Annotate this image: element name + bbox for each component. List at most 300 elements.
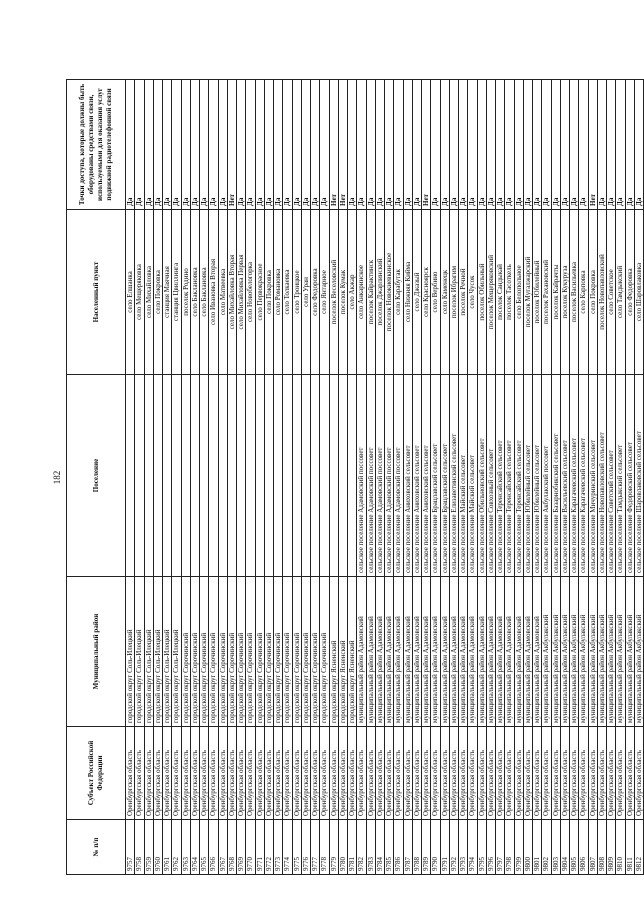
row-settlement xyxy=(283,375,292,577)
row-flag: Да xyxy=(616,80,625,210)
table-row xyxy=(126,80,135,875)
row-district: городской округ Соль-Илецкий xyxy=(144,577,153,727)
row-locality: поселок Кукуруза xyxy=(560,210,569,375)
table-row xyxy=(412,80,421,875)
row-locality: село Толкаевка xyxy=(283,210,292,375)
row-subject: Оренбургская область xyxy=(338,727,347,820)
row-district: городской округ Соль-Илецкий xyxy=(172,577,181,727)
row-subject: Оренбургская область xyxy=(560,727,569,820)
row-district: городской округ Сорочинский xyxy=(283,577,292,727)
row-settlement: сельское поселение Теренсайский сельсовет xyxy=(505,375,514,577)
row-number: 9803 xyxy=(551,820,560,875)
row-locality: село Федоровка xyxy=(311,210,320,375)
row-number: 9759 xyxy=(144,820,153,875)
header-settlement: Поселение xyxy=(67,375,126,577)
row-number: 9787 xyxy=(403,820,412,875)
row-locality: село Первокрасное xyxy=(255,210,264,375)
row-subject: Оренбургская область xyxy=(597,727,606,820)
row-number: 9776 xyxy=(301,820,310,875)
row-settlement xyxy=(218,375,227,577)
row-flag: Да xyxy=(468,80,477,210)
row-number: 9793 xyxy=(459,820,468,875)
row-district: городской округ Сорочинский xyxy=(209,577,218,727)
row-flag: Да xyxy=(579,80,588,210)
table-row xyxy=(505,80,514,875)
table-row xyxy=(607,80,616,875)
row-locality: село Карабутак xyxy=(394,210,403,375)
row-number: 9767 xyxy=(218,820,227,875)
row-settlement xyxy=(255,375,264,577)
row-district: городской округ Сорочинский xyxy=(181,577,190,727)
row-locality: поселок Новопавловский xyxy=(597,210,606,375)
table-row xyxy=(486,80,495,875)
row-subject: Оренбургская область xyxy=(459,727,468,820)
row-flag: Да xyxy=(570,80,579,210)
table-row xyxy=(588,80,597,875)
row-settlement: сельское поселение Адамовский поссовет xyxy=(366,375,375,577)
row-number: 9780 xyxy=(338,820,347,875)
row-number: 9773 xyxy=(274,820,283,875)
row-subject: Оренбургская область xyxy=(523,727,532,820)
row-subject: Оренбургская область xyxy=(237,727,246,820)
row-subject: Оренбургская область xyxy=(181,727,190,820)
row-settlement: сельское поселение Майский сельсовет xyxy=(459,375,468,577)
table-row xyxy=(320,80,329,875)
table-row xyxy=(394,80,403,875)
row-flag: Да xyxy=(505,80,514,210)
row-subject: Оренбургская область xyxy=(357,727,366,820)
row-locality: село Чусок xyxy=(468,210,477,375)
row-settlement: сельское поселение Брацлавский сельсовет xyxy=(431,375,440,577)
row-subject: Оренбургская область xyxy=(301,727,310,820)
table-row xyxy=(597,80,606,875)
row-district: городской округ Соль-Илецкий xyxy=(126,577,135,727)
row-flag: Да xyxy=(394,80,403,210)
row-subject: Оренбургская область xyxy=(486,727,495,820)
row-subject: Оренбургская область xyxy=(514,727,523,820)
row-locality: село Михайловка Вторая xyxy=(227,210,236,375)
row-flag: Да xyxy=(292,80,301,210)
row-flag: Да xyxy=(163,80,172,210)
row-locality: село Новобелогорка xyxy=(246,210,255,375)
table-row xyxy=(570,80,579,875)
row-district: муниципальный район Адамовский xyxy=(385,577,394,727)
table-row xyxy=(496,80,505,875)
row-district: муниципальный район Акбулакский xyxy=(551,577,560,727)
row-subject: Оренбургская область xyxy=(227,727,236,820)
row-settlement xyxy=(126,375,135,577)
row-district: городской округ Соль-Илецкий xyxy=(153,577,162,727)
row-subject: Оренбургская область xyxy=(607,727,616,820)
row-number: 9794 xyxy=(468,820,477,875)
row-locality: поселок Веселовский xyxy=(329,210,338,375)
row-district: городской округ Сорочинский xyxy=(218,577,227,727)
row-settlement xyxy=(329,375,338,577)
table-row xyxy=(459,80,468,875)
row-locality: поселок Рахановский xyxy=(542,210,551,375)
table-row xyxy=(449,80,458,875)
table-row xyxy=(190,80,199,875)
table-row xyxy=(172,80,181,875)
row-flag: Да xyxy=(218,80,227,210)
table-row xyxy=(292,80,301,875)
header-num: № п/п xyxy=(67,820,126,875)
page-number: 182 xyxy=(52,470,62,485)
row-flag: Да xyxy=(607,80,616,210)
row-number: 9808 xyxy=(597,820,606,875)
row-flag: Да xyxy=(477,80,486,210)
row-subject: Оренбургская область xyxy=(163,727,172,820)
row-district: муниципальный район Акбулакский xyxy=(607,577,616,727)
row-district: городской округ Сорочинский xyxy=(237,577,246,727)
table-row xyxy=(237,80,246,875)
row-settlement: сельское поселение Аниховский сельсовет xyxy=(412,375,421,577)
row-locality: село Романовка xyxy=(274,210,283,375)
row-flag: Да xyxy=(255,80,264,210)
row-settlement: сельское поселение Шаровлаковский сельсовет xyxy=(634,375,643,577)
row-district: городской округ Сорочинский xyxy=(264,577,273,727)
row-number: 9806 xyxy=(579,820,588,875)
row-settlement xyxy=(246,375,255,577)
row-subject: Оренбургская область xyxy=(533,727,542,820)
table-row xyxy=(200,80,209,875)
row-subject: Оренбургская область xyxy=(625,727,634,820)
row-number: 9778 xyxy=(320,820,329,875)
row-flag: Нет xyxy=(329,80,338,210)
row-settlement xyxy=(274,375,283,577)
row-subject: Оренбургская область xyxy=(283,727,292,820)
row-district: муниципальный район Акбулакский xyxy=(570,577,579,727)
row-district: муниципальный район Акбулакский xyxy=(616,577,625,727)
row-district: городской округ Сорочинский xyxy=(227,577,236,727)
row-subject: Оренбургская область xyxy=(209,727,218,820)
row-locality: село Михайловка Первая xyxy=(237,210,246,375)
row-district: муниципальный район Акбулакский xyxy=(597,577,606,727)
row-district: муниципальный район Акбулакский xyxy=(625,577,634,727)
row-locality: село Вербино xyxy=(431,210,440,375)
table-row xyxy=(403,80,412,875)
row-subject: Оренбургская область xyxy=(422,727,431,820)
row-district: муниципальный район Акбулакский xyxy=(579,577,588,727)
row-settlement xyxy=(200,375,209,577)
row-number: 9804 xyxy=(560,820,569,875)
row-locality: село Баклановка xyxy=(190,210,199,375)
row-subject: Оренбургская область xyxy=(366,727,375,820)
row-settlement xyxy=(172,375,181,577)
table-row xyxy=(625,80,634,875)
row-settlement: сельское поселение Брацлавский сельсовет xyxy=(440,375,449,577)
header-district: Муниципальный район xyxy=(67,577,126,727)
row-number: 9785 xyxy=(385,820,394,875)
row-number: 9758 xyxy=(135,820,144,875)
row-settlement xyxy=(311,375,320,577)
row-subject: Оренбургская область xyxy=(477,727,486,820)
row-flag: Да xyxy=(597,80,606,210)
row-number: 9774 xyxy=(283,820,292,875)
row-subject: Оренбургская область xyxy=(412,727,421,820)
row-subject: Оренбургская область xyxy=(570,727,579,820)
row-settlement: сельское поселение Теренсайский сельсовет xyxy=(514,375,523,577)
row-settlement: сельское поселение Юбилейный сельсовет xyxy=(523,375,532,577)
row-number: 9781 xyxy=(348,820,357,875)
table-row xyxy=(542,80,551,875)
row-subject: Оренбургская область xyxy=(496,727,505,820)
row-settlement: сельское поселение Карагачевский сельсовет xyxy=(579,375,588,577)
row-flag: Да xyxy=(440,80,449,210)
row-district: муниципальный район Адамовский xyxy=(514,577,523,727)
row-subject: Оренбургская область xyxy=(292,727,301,820)
row-settlement xyxy=(135,375,144,577)
row-flag: Нет xyxy=(227,80,236,210)
row-flag: Да xyxy=(625,80,634,210)
row-number: 9790 xyxy=(431,820,440,875)
row-number: 9769 xyxy=(237,820,246,875)
row-subject: Оренбургская область xyxy=(348,727,357,820)
row-settlement: сельское поселение Майский сельсовет xyxy=(468,375,477,577)
row-flag: Да xyxy=(366,80,375,210)
row-subject: Оренбургская область xyxy=(375,727,384,820)
row-district: городской округ Сорочинский xyxy=(320,577,329,727)
row-settlement: сельское поселение Адамовский поссовет xyxy=(357,375,366,577)
row-number: 9799 xyxy=(514,820,523,875)
row-subject: Оренбургская область xyxy=(579,727,588,820)
row-locality: поселок Кайрактинск xyxy=(366,210,375,375)
table-row xyxy=(468,80,477,875)
row-district: муниципальный район Адамовский xyxy=(403,577,412,727)
row-settlement xyxy=(181,375,190,577)
table-row xyxy=(366,80,375,875)
row-settlement xyxy=(320,375,329,577)
row-subject: Оренбургская область xyxy=(190,727,199,820)
row-flag: Да xyxy=(634,80,643,210)
row-district: муниципальный район Адамовский xyxy=(394,577,403,727)
row-settlement: сельское поселение Обильновский сельсовет xyxy=(477,375,486,577)
row-district: городской округ Сорочинский xyxy=(301,577,310,727)
row-flag: Да xyxy=(486,80,495,210)
table-row xyxy=(422,80,431,875)
row-settlement: сельское поселение Теренсайский сельсовет xyxy=(496,375,505,577)
row-flag: Да xyxy=(403,80,412,210)
table-row xyxy=(440,80,449,875)
row-flag: Да xyxy=(190,80,199,210)
table-row xyxy=(616,80,625,875)
row-subject: Оренбургская область xyxy=(616,727,625,820)
row-settlement: сельское поселение Мичуринский сельсовет xyxy=(588,375,597,577)
table-row xyxy=(375,80,384,875)
row-subject: Оренбургская область xyxy=(264,727,273,820)
row-settlement xyxy=(348,375,357,577)
row-locality: поселок Речной xyxy=(459,210,468,375)
row-number: 9805 xyxy=(570,820,579,875)
table-row xyxy=(514,80,523,875)
row-locality: поселок Родино xyxy=(181,210,190,375)
row-locality: село Федоровка xyxy=(625,210,634,375)
row-locality: поселок Мещеряковский xyxy=(486,210,495,375)
row-number: 9810 xyxy=(616,820,625,875)
row-settlement xyxy=(237,375,246,577)
table-row xyxy=(246,80,255,875)
row-flag: Да xyxy=(135,80,144,210)
row-settlement: сельское поселение Акбулакский поссовет xyxy=(542,375,551,577)
row-locality: село Белопольное xyxy=(514,210,523,375)
row-settlement: сельское поселение Советский сельсовет xyxy=(607,375,616,577)
row-settlement: сельское поселение Совхозный сельсовет xyxy=(486,375,495,577)
table-row xyxy=(357,80,366,875)
row-subject: Оренбургская область xyxy=(126,727,135,820)
row-number: 9784 xyxy=(375,820,384,875)
row-locality: село Уран xyxy=(301,210,310,375)
row-settlement: сельское поселение Адамовский поссовет xyxy=(385,375,394,577)
table-row xyxy=(209,80,218,875)
row-flag: Да xyxy=(209,80,218,210)
row-district: муниципальный район Адамовский xyxy=(449,577,458,727)
row-locality: поселок Новокиевкинское xyxy=(385,210,394,375)
row-flag: Да xyxy=(144,80,153,210)
row-district: муниципальный район Адамовский xyxy=(468,577,477,727)
row-number: 9768 xyxy=(227,820,236,875)
row-flag: Да xyxy=(274,80,283,210)
row-number: 9811 xyxy=(625,820,634,875)
document-page xyxy=(50,70,643,885)
row-number: 9777 xyxy=(311,820,320,875)
row-number: 9764 xyxy=(190,820,199,875)
row-locality: поселок Васильевка xyxy=(570,210,579,375)
table-row xyxy=(283,80,292,875)
row-locality: село Нижняя Кийма xyxy=(403,210,412,375)
row-subject: Оренбургская область xyxy=(542,727,551,820)
row-locality: село Троицкое xyxy=(292,210,301,375)
row-number: 9779 xyxy=(329,820,338,875)
row-flag: Да xyxy=(283,80,292,210)
row-settlement xyxy=(264,375,273,577)
table-row xyxy=(533,80,542,875)
row-number: 9795 xyxy=(477,820,486,875)
row-locality: село Советское xyxy=(607,210,616,375)
table-row xyxy=(218,80,227,875)
row-number: 9761 xyxy=(163,820,172,875)
row-subject: Оренбургская область xyxy=(320,727,329,820)
row-subject: Оренбургская область xyxy=(468,727,477,820)
table-row xyxy=(634,80,643,875)
row-number: 9789 xyxy=(422,820,431,875)
row-subject: Оренбургская область xyxy=(329,727,338,820)
table-row xyxy=(477,80,486,875)
row-district: муниципальный район Адамовский xyxy=(440,577,449,727)
row-district: муниципальный район Адамовский xyxy=(366,577,375,727)
row-number: 9788 xyxy=(412,820,421,875)
row-settlement xyxy=(163,375,172,577)
row-flag: Да xyxy=(264,80,273,210)
row-district: городской округ Сорочинский xyxy=(311,577,320,727)
row-number: 9792 xyxy=(449,820,458,875)
row-flag: Да xyxy=(172,80,181,210)
row-number: 9797 xyxy=(496,820,505,875)
row-number: 9775 xyxy=(292,820,301,875)
row-locality: поселок Кайрачты xyxy=(551,210,560,375)
row-district: муниципальный район Адамовский xyxy=(533,577,542,727)
row-number: 9765 xyxy=(200,820,209,875)
row-locality: поселок Мугалжарский xyxy=(523,210,532,375)
row-number: 9791 xyxy=(440,820,449,875)
row-settlement: сельское поселение Новопавловский сельсовет xyxy=(597,375,606,577)
row-settlement: сельское поселение Адамовский поссовет xyxy=(375,375,384,577)
row-subject: Оренбургская область xyxy=(394,727,403,820)
row-locality: село Матвеевка xyxy=(218,210,227,375)
row-flag: Нет xyxy=(422,80,431,210)
row-flag: Да xyxy=(246,80,255,210)
row-district: городской округ Ясненский xyxy=(329,577,338,727)
row-subject: Оренбургская область xyxy=(505,727,514,820)
row-flag: Да xyxy=(542,80,551,210)
row-district: муниципальный район Акбулакский xyxy=(634,577,643,727)
row-locality: село Джазый xyxy=(412,210,421,375)
row-settlement: сельское поселение Аниховский сельсовет xyxy=(422,375,431,577)
row-district: муниципальный район Адамовский xyxy=(357,577,366,727)
table-row xyxy=(227,80,236,875)
row-district: городской округ Сорочинский xyxy=(274,577,283,727)
row-number: 9807 xyxy=(588,820,597,875)
row-locality: поселок Сандыкай xyxy=(496,210,505,375)
row-flag: Да xyxy=(153,80,162,210)
row-subject: Оренбургская область xyxy=(153,727,162,820)
row-subject: Оренбургская область xyxy=(274,727,283,820)
row-district: муниципальный район Акбулакский xyxy=(542,577,551,727)
row-district: городской округ Соль-Илецкий xyxy=(135,577,144,727)
row-locality: поселок Кумак xyxy=(338,210,347,375)
row-flag: Да xyxy=(533,80,542,210)
row-subject: Оренбургская область xyxy=(634,727,643,820)
table-header-row xyxy=(67,80,126,875)
row-flag: Да xyxy=(459,80,468,210)
row-subject: Оренбургская область xyxy=(403,727,412,820)
row-settlement xyxy=(153,375,162,577)
table-row xyxy=(311,80,320,875)
row-locality: село Тамдыкский xyxy=(616,210,625,375)
row-district: муниципальный район Адамовский xyxy=(523,577,532,727)
row-settlement: сельское поселение Аниховский сельсовет xyxy=(403,375,412,577)
table-row xyxy=(181,80,190,875)
table-row xyxy=(551,80,560,875)
row-flag: Да xyxy=(449,80,458,210)
row-number: 9763 xyxy=(181,820,190,875)
row-flag: Да xyxy=(551,80,560,210)
row-subject: Оренбургская область xyxy=(135,727,144,820)
row-flag: Да xyxy=(357,80,366,210)
row-district: муниципальный район Акбулакский xyxy=(588,577,597,727)
row-flag: Да xyxy=(320,80,329,210)
row-locality: село Карповка xyxy=(579,210,588,375)
row-settlement: сельское поселение Васильевский сельсовет xyxy=(560,375,569,577)
table-row xyxy=(329,80,338,875)
row-number: 9783 xyxy=(366,820,375,875)
row-locality: станция Маячная xyxy=(163,210,172,375)
table-row xyxy=(431,80,440,875)
row-locality: село Шаровлаковка xyxy=(634,210,643,375)
row-district: муниципальный район Адамовский xyxy=(375,577,384,727)
row-subject: Оренбургская область xyxy=(311,727,320,820)
row-number: 9802 xyxy=(542,820,551,875)
row-subject: Оренбургская область xyxy=(246,727,255,820)
row-number: 9757 xyxy=(126,820,135,875)
row-subject: Оренбургская область xyxy=(440,727,449,820)
row-settlement xyxy=(292,375,301,577)
row-flag: Нет xyxy=(588,80,597,210)
row-number: 9771 xyxy=(255,820,264,875)
row-locality: поселок Юбилейный xyxy=(533,210,542,375)
row-locality: село Елшанка xyxy=(126,210,135,375)
row-subject: Оренбургская область xyxy=(385,727,394,820)
header-subject: Субъект Российской Федерации xyxy=(67,727,126,820)
